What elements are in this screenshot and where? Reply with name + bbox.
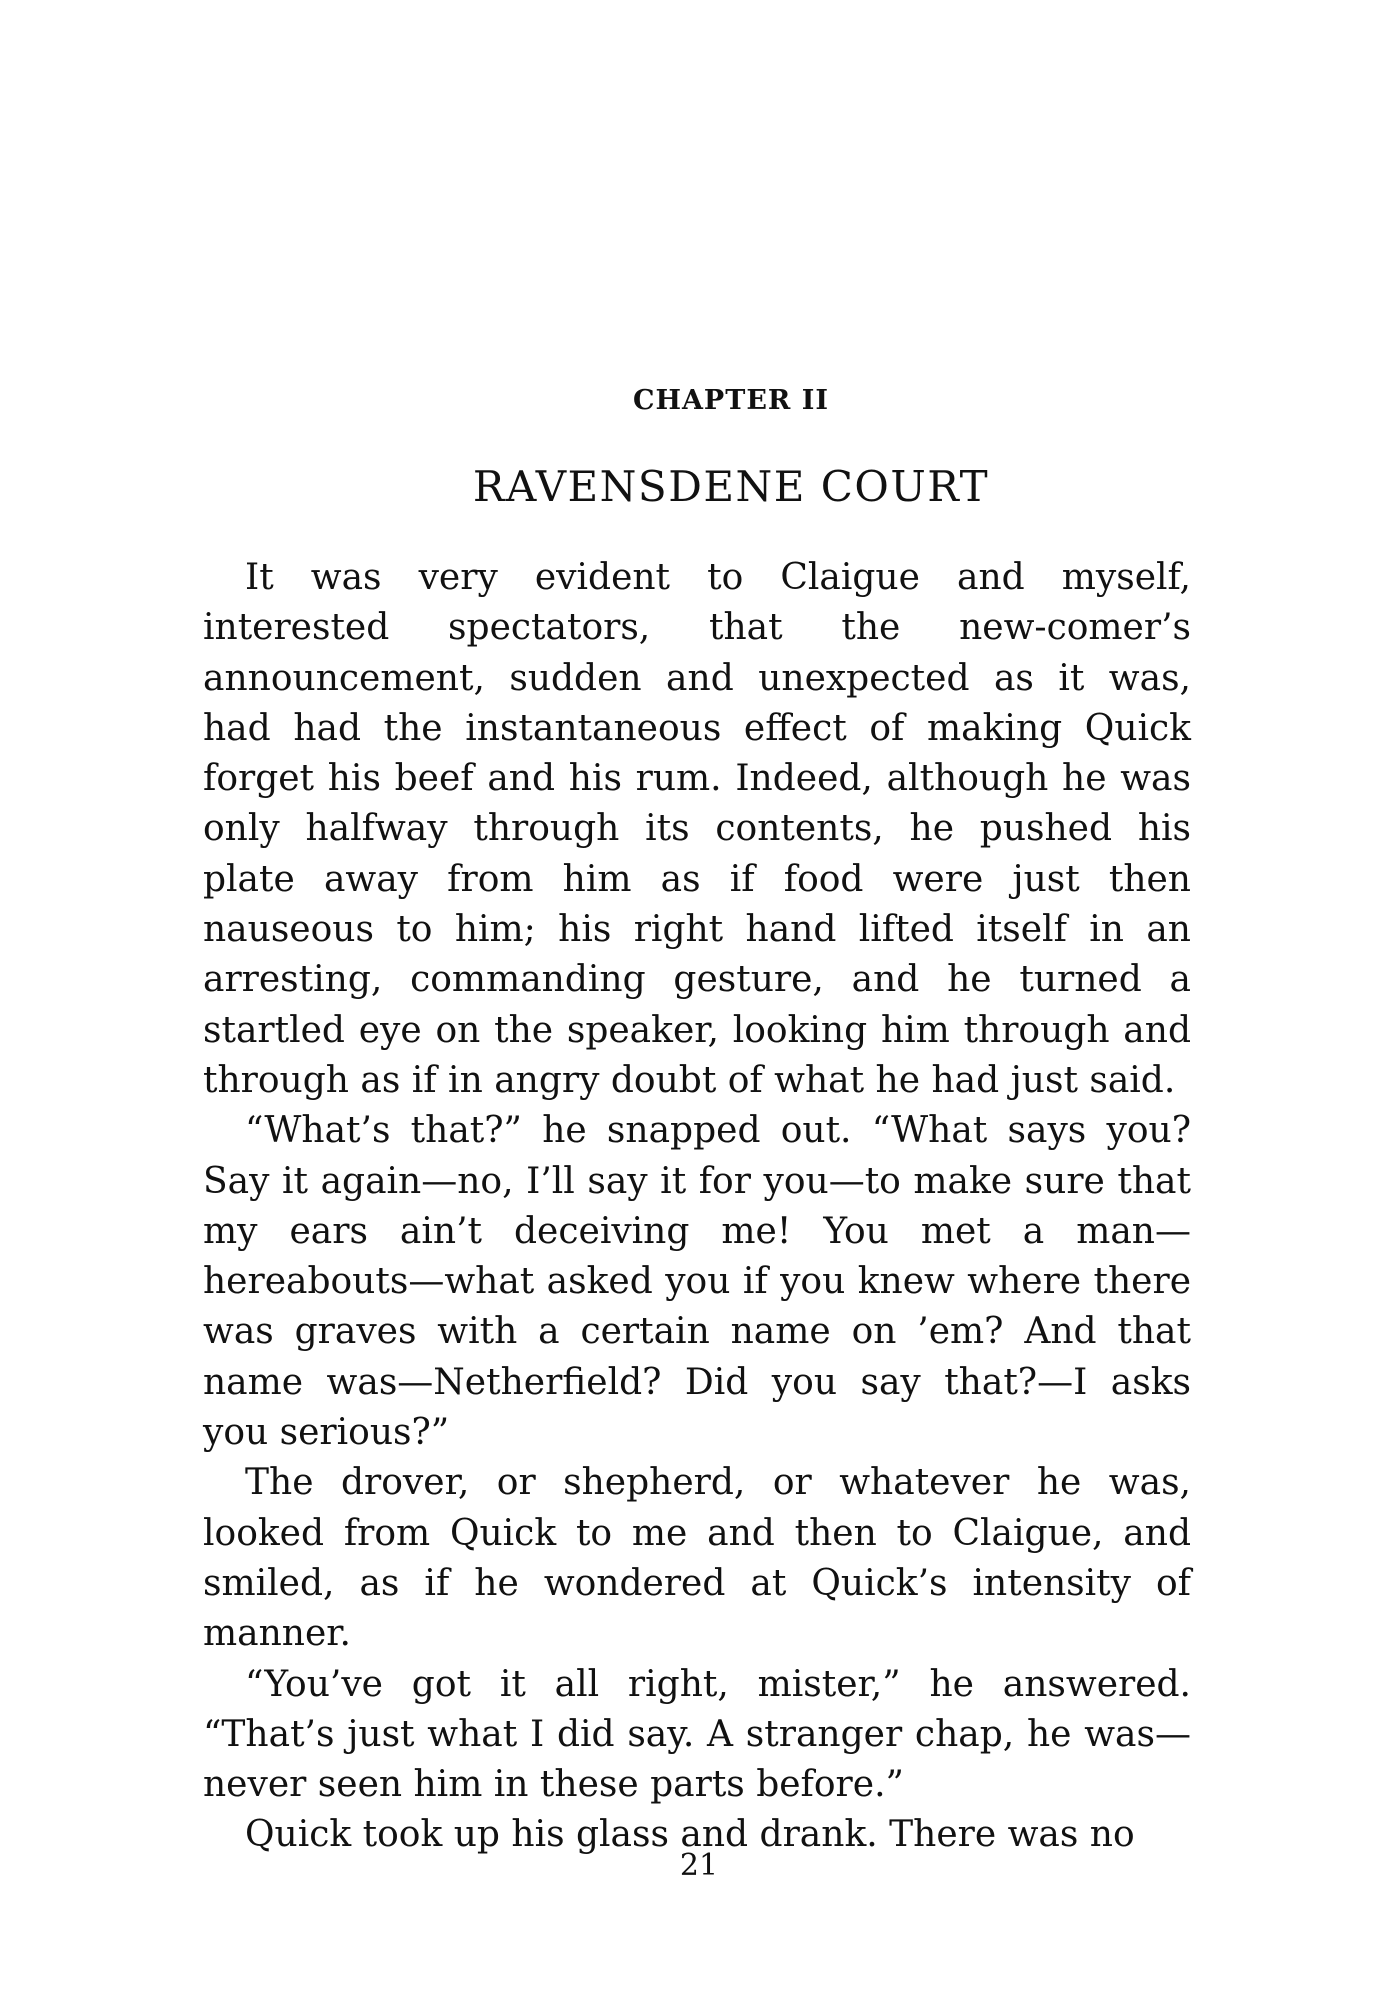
paragraph: It was very evident to Claigue and myself, interested spectators, that the new-comer’s announcement, sudden and unexpected as it was, had had the instantaneous effect of making Quick forget his beef and his rum. Indeed, although he was only halfway through its contents, he pushed his plate away from him as if food were just then nauseous to him; his right hand lifted itself in an arresting, commanding gesture, and he turned a startled eye on the speaker, looking him through and through as if in angry doubt of what he had just said. [203, 557, 1191, 1101]
body-text [203, 553, 1191, 1861]
paragraph: Quick took up his glass and drank. There was no [245, 1814, 1135, 1856]
chapter-title: RAVENSDENE COURT [472, 462, 990, 511]
chapter-label: CHAPTER II [632, 385, 830, 416]
paragraph: “You’ve got it all right, mister,” he answered. “That’s just what I did say. A stranger chap, he was—never seen him in these parts before.” [203, 1663, 1191, 1806]
paragraph: “What’s that?” he snapped out. “What says you? Say it again—no, I’ll say it for you—to make sure that my ears ain’t deceiving me! You met a man—hereabouts—what asked you if you knew where there was graves with a certain name on ’em? And that name was—Netherfield? Did you say that?—I asks you serious?” [203, 1110, 1191, 1454]
paragraph: The drover, or shepherd, or whatever he was, looked from Quick to me and then to Claigue, and smiled, as if he wondered at Quick’s intensity of manner. [203, 1462, 1191, 1655]
page-number: 21 [679, 1848, 719, 1883]
